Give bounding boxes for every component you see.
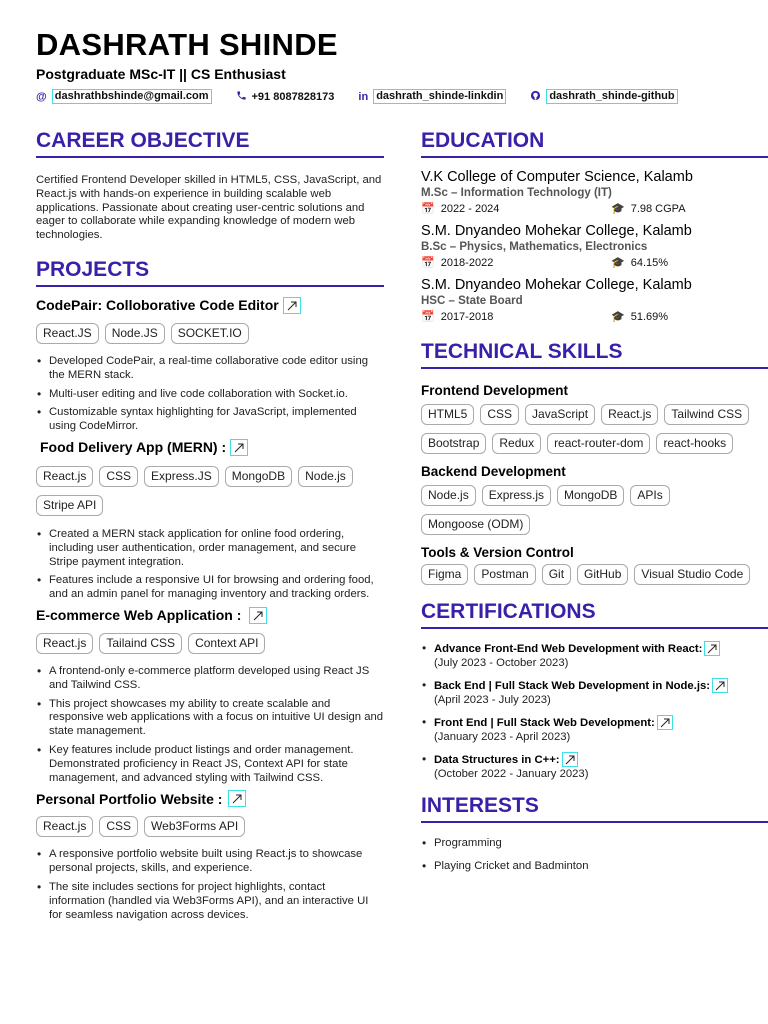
skill-tag: react-router-dom <box>547 433 650 454</box>
list-item: • Programming <box>421 837 768 851</box>
calendar-icon: 📅 <box>421 257 435 269</box>
education-heading: EDUCATION <box>421 128 768 158</box>
project-title: E-commerce Web Application : <box>36 607 384 624</box>
linkedin-link[interactable]: dashrath_shinde-linkdin <box>373 89 506 104</box>
skill-tag: GitHub <box>577 564 628 585</box>
tech-tag: Stripe API <box>36 495 103 516</box>
certification-dates: (January 2023 - April 2023) <box>434 731 571 743</box>
external-link-icon[interactable] <box>657 715 673 730</box>
education-entry <box>421 168 768 215</box>
tech-tags <box>36 323 384 352</box>
linkedin-icon: in <box>358 90 369 103</box>
tech-tag: Node.js <box>298 466 353 487</box>
skill-tag: Postman <box>474 564 535 585</box>
skill-tag: HTML5 <box>421 404 474 425</box>
external-link-icon[interactable] <box>228 790 246 807</box>
full-name: DASHRATH SHINDE <box>36 27 338 62</box>
education-entry <box>421 276 768 323</box>
left-column <box>36 128 384 927</box>
project-bullets <box>36 665 384 785</box>
phone-icon <box>236 90 247 104</box>
degree: B.Sc – Physics, Mathematics, Electronics <box>421 241 648 253</box>
years: 2017-2018 <box>440 310 494 323</box>
list-item: • This project showcases my ability to create scalable and responsive web applications with a focus on intuitive UI design and state management. <box>36 698 384 739</box>
skill-tags <box>421 564 768 593</box>
skill-tag: Visual Studio Code <box>634 564 750 585</box>
certification-list <box>421 641 768 781</box>
school-name: S.M. Dnyandeo Mohekar College, Kalamb <box>421 277 692 293</box>
technical-skills-heading: TECHNICAL SKILLS <box>421 339 768 369</box>
graduation-cap-icon: 🎓 <box>611 257 625 269</box>
tech-tag: CSS <box>99 466 138 487</box>
skill-tag: MongoDB <box>557 485 624 506</box>
school-name: V.K College of Computer Science, Kalamb <box>421 169 693 185</box>
tech-tag: Tailaind CSS <box>99 633 182 654</box>
years: 2022 - 2024 <box>440 202 500 215</box>
project-portfolio <box>36 790 384 922</box>
tech-tag: MongoDB <box>225 466 292 487</box>
resume-header <box>36 28 736 104</box>
at-icon: @ <box>36 90 47 103</box>
github-link[interactable]: dashrath_shinde-github <box>546 89 677 104</box>
tech-tags <box>36 633 384 662</box>
external-link-icon[interactable] <box>249 607 267 624</box>
graduation-cap-icon: 🎓 <box>611 311 625 323</box>
contact-phone <box>236 90 335 104</box>
skill-group <box>421 383 768 462</box>
career-objective-heading: CAREER OBJECTIVE <box>36 128 384 158</box>
contact-linkedin[interactable] <box>358 89 506 104</box>
tech-tag: SOCKET.IO <box>171 323 249 344</box>
project-title: Food Delivery App (MERN) : <box>40 439 384 456</box>
grade: 7.98 CGPA <box>630 202 686 215</box>
skill-group-title: Backend Development <box>421 464 566 479</box>
tech-tags <box>36 816 384 845</box>
project-bullets <box>36 848 384 922</box>
list-item: • Created a MERN stack application for online food ordering, including user authentication, order management, and secure Stripe payment integration. <box>36 528 384 569</box>
career-objective-text: Certified Frontend Developer skilled in HTML5, CSS, JavaScript, and React.js with hands-on experience in building scalable web applications. Passionate about creating user-centric solutions and eager to collaborate while expanding knowledge of modern web technologies. <box>36 174 382 242</box>
contact-github[interactable] <box>530 89 677 104</box>
external-link-icon[interactable] <box>562 752 578 767</box>
tech-tag: React.js <box>36 816 93 837</box>
interests-heading: INTERESTS <box>421 793 768 823</box>
skill-group <box>421 545 768 593</box>
external-link-icon[interactable] <box>230 439 248 456</box>
skill-tag: Bootstrap <box>421 433 486 454</box>
tech-tags <box>36 466 384 524</box>
skill-tag: Mongoose (ODM) <box>421 514 530 535</box>
grade: 51.69% <box>630 310 669 323</box>
list-item: • Customizable syntax highlighting for JavaScript, implemented using CodeMirror. <box>36 406 384 434</box>
skill-group <box>421 464 768 543</box>
certification-dates: (April 2023 - July 2023) <box>434 694 551 706</box>
certification-name: • Data Structures in C++: <box>434 753 560 766</box>
skill-tag: Figma <box>421 564 468 585</box>
skill-tag: Redux <box>492 433 541 454</box>
grade: 64.15% <box>630 256 669 269</box>
email-link[interactable]: dashrathbshinde@gmail.com <box>52 89 212 104</box>
school-name: S.M. Dnyandeo Mohekar College, Kalamb <box>421 223 692 239</box>
list-item: • Playing Cricket and Badminton <box>421 860 768 874</box>
list-item: • Features include a responsive UI for browsing and ordering food, and an admin panel for managing inventory and tracking orders. <box>36 574 384 602</box>
education-entry <box>421 222 768 269</box>
skill-tag: react-hooks <box>656 433 733 454</box>
certification-dates: (July 2023 - October 2023) <box>434 657 569 669</box>
project-bullets <box>36 528 384 602</box>
external-link-icon[interactable] <box>283 297 301 314</box>
contact-bar <box>36 89 736 104</box>
list-item <box>421 678 768 707</box>
list-item: • A frontend-only e-commerce platform developed using React JS and Tailwind CSS. <box>36 665 384 693</box>
project-title: CodePair: Colloborative Code Editor <box>36 297 384 314</box>
list-item: • The site includes sections for project highlights, contact information (handled via Web3Forms API), and an interactive UI for seamless navigation across devices. <box>36 881 384 922</box>
tech-tag: Node.JS <box>105 323 165 344</box>
project-title: Personal Portfolio Website : <box>36 790 384 807</box>
skill-tags <box>421 404 768 462</box>
external-link-icon[interactable] <box>704 641 720 656</box>
skill-tags <box>421 485 768 543</box>
skill-group-title: Tools & Version Control <box>421 545 574 560</box>
skill-tag: Tailwind CSS <box>664 404 749 425</box>
skill-tag: Express.js <box>482 485 551 506</box>
skill-group-title: Frontend Development <box>421 383 569 398</box>
skill-tag: APIs <box>630 485 669 506</box>
projects-heading: PROJECTS <box>36 257 384 287</box>
skill-tag: Node.js <box>421 485 476 506</box>
skill-tag: React.js <box>601 404 658 425</box>
tech-tag: React.js <box>36 633 93 654</box>
certification-name: • Advance Front-End Web Development with React: <box>434 642 703 655</box>
degree: HSC – State Board <box>421 295 523 307</box>
tech-tag: Web3Forms API <box>144 816 245 837</box>
list-item <box>421 715 768 744</box>
calendar-icon: 📅 <box>421 203 435 215</box>
skill-tag: CSS <box>480 404 519 425</box>
project-bullets <box>36 355 384 434</box>
tech-tag: Express.JS <box>144 466 219 487</box>
list-item: • Multi-user editing and live code collaboration with Socket.io. <box>36 388 384 402</box>
skill-tag: JavaScript <box>525 404 595 425</box>
github-icon <box>530 90 541 104</box>
list-item: • A responsive portfolio website built using React.js to showcase personal projects, skills, and experience. <box>36 848 384 876</box>
external-link-icon[interactable] <box>712 678 728 693</box>
tech-tag: React.js <box>36 466 93 487</box>
list-item: • Key features include product listings and order management. Demonstrated proficiency in React JS, Context API for state management, and advanced styling with Tailwind CSS. <box>36 744 384 785</box>
contact-email[interactable] <box>36 89 212 104</box>
degree: M.Sc – Information Technology (IT) <box>421 187 612 199</box>
certifications-heading: CERTIFICATIONS <box>421 599 768 629</box>
project-ecommerce <box>36 607 384 785</box>
certification-name: • Back End | Full Stack Web Development in Node.js: <box>434 679 711 692</box>
skill-tag: Git <box>542 564 571 585</box>
list-item <box>421 641 768 670</box>
certification-dates: (October 2022 - January 2023) <box>434 768 589 780</box>
graduation-cap-icon: 🎓 <box>611 203 625 215</box>
calendar-icon: 📅 <box>421 311 435 323</box>
list-item: • Developed CodePair, a real-time collaborative code editor using the MERN stack. <box>36 355 384 383</box>
tech-tag: CSS <box>99 816 138 837</box>
tech-tag: Context API <box>188 633 265 654</box>
list-item <box>421 752 768 781</box>
project-codepair <box>36 297 384 434</box>
right-column <box>421 128 768 879</box>
phone-number: +91 8087828173 <box>251 90 335 103</box>
years: 2018-2022 <box>440 256 494 269</box>
tech-tag: React.JS <box>36 323 99 344</box>
tagline: Postgraduate MSc-IT || CS Enthusiast <box>36 66 286 82</box>
certification-name: • Front End | Full Stack Web Development: <box>434 716 655 729</box>
interests-list <box>421 837 768 874</box>
project-food-delivery <box>36 439 384 456</box>
